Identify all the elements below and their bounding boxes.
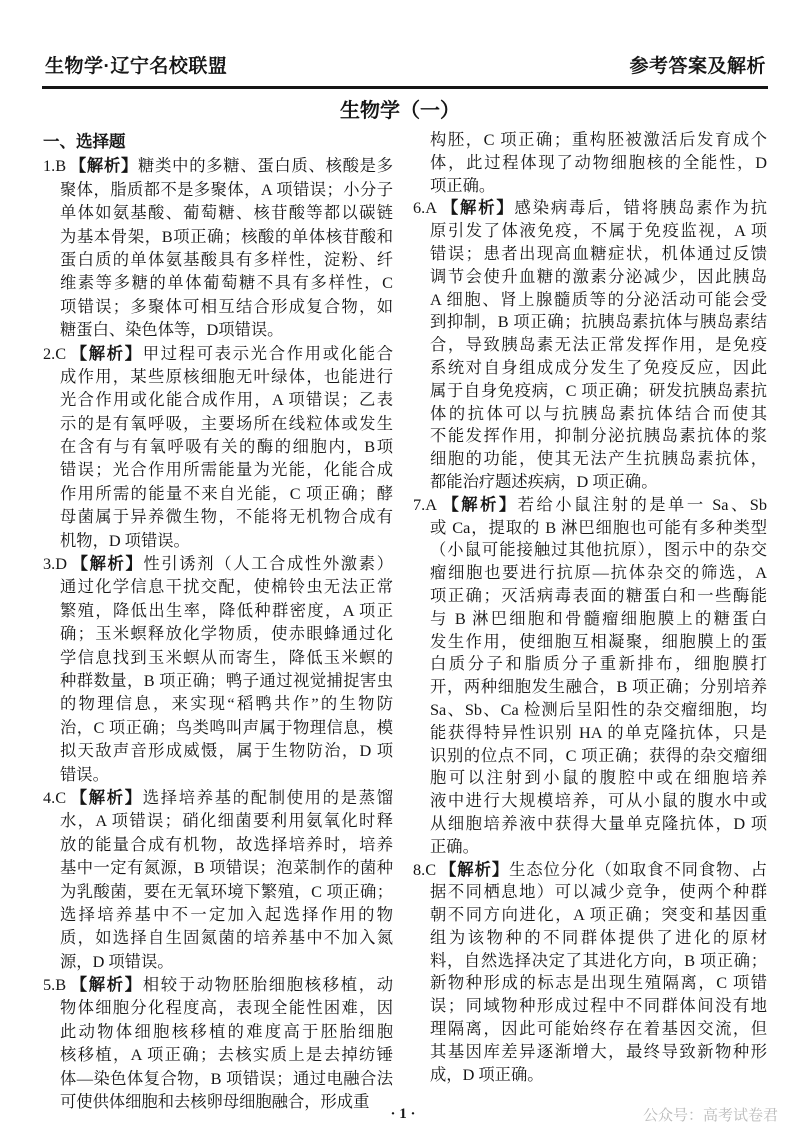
answer-line: 的物理信息，来实现“稻鸭共作”的生物防	[60, 694, 393, 714]
answer-line: 不能发挥作用，抑制分泌抗胰岛素抗体的浆	[430, 426, 767, 446]
answer-line: 原引发了体液免疫，不属于免疫监视，A 项	[430, 221, 767, 241]
answer-item	[43, 786, 393, 973]
answer-line: 料，自然选择决定了其进化方向，B 项正确；	[430, 950, 767, 970]
answer-line: 糖蛋白、染色体等，D项错误。	[60, 320, 284, 340]
answer-line: 项正确。	[430, 175, 496, 195]
answer-line: 新物种形成的标志是出现生殖隔离，C 项错	[430, 973, 767, 993]
answer-key: 5.B	[43, 975, 67, 995]
answer-key: 6.A	[413, 198, 437, 218]
answer-line: 单体如氨基酸、葡萄糖、核苷酸等都以碳链	[60, 203, 393, 223]
answer-line: 体的抗体可以与抗胰岛素抗体结合而使其	[430, 403, 767, 423]
answer-line: 聚体，脂质都不是多聚体，A 项错误；小分子	[60, 179, 393, 199]
answer-line: 白质分子和脂质分子重新排布，细胞膜打	[430, 654, 767, 674]
answer-item	[43, 552, 393, 786]
analysis-label: 【解析】	[439, 860, 510, 879]
header-rule	[42, 86, 768, 89]
answer-line: 拟天敌声音形成威慑，属于生物防治，D 项	[60, 741, 393, 761]
answer-line: 项错误；多聚体可相互结合形成复合物，如	[60, 296, 393, 316]
answer-line: 错误。	[60, 764, 109, 784]
answer-line: 作用所需的能量不来自光能，C 项正确；酵	[60, 483, 393, 503]
answer-line	[43, 552, 393, 575]
answer-line	[43, 786, 393, 809]
answer-item	[43, 973, 393, 1113]
answer-line: 核移植，A 项正确；去核实质上是去掉纺锤	[60, 1045, 393, 1065]
answer-item	[413, 197, 767, 493]
answer-line: 物体细胞分化程度高，表现全能性困难，因	[60, 998, 393, 1018]
section-heading: 一、选择题	[43, 133, 126, 151]
answer-line: 错误；患者出现高血糖症状，机体通过反馈	[430, 243, 767, 263]
header-subject: 生物学·辽宁名校联盟	[45, 56, 228, 77]
answer-item	[413, 859, 767, 1087]
answer-line: 水，A 项错误；硝化细菌要利用氨氧化时释	[60, 811, 393, 831]
answer-line: 成，D 项正确。	[430, 1064, 544, 1084]
answer-line: 据不同栖息地）可以减少竞争，使两个种群	[430, 882, 767, 902]
answer-line: 项正确；灭活病毒表面的糖蛋白和一些酶能	[430, 585, 767, 605]
answer-line: 构胚，C 项正确；重构胚被激活后发育成个	[430, 130, 767, 149]
answer-line: 成作用，某些原核细胞无叶绿体，也能进行	[60, 366, 393, 386]
answer-line: 源，D 项错误。	[60, 951, 174, 971]
answer-line: 治，C 项正确；鸟类鸣叫声属于物理信息，模	[60, 717, 393, 737]
watermark: 公众号：高考试卷君	[643, 1107, 779, 1124]
left-column	[43, 131, 393, 1113]
answer-text: 性引诱剂（人工合成性外激素）	[143, 554, 393, 574]
right-column	[413, 129, 767, 1086]
answer-text: 感染病毒后，错将胰岛素作为抗	[514, 198, 767, 218]
answer-line: 体，此过程体现了动物细胞核的全能性，D	[430, 152, 767, 172]
answer-line: 开，两种细胞发生融合，B 项正确；分别培养	[430, 677, 767, 697]
answer-line: 基中一定有氮源，B 项错误；泡菜制作的菌种	[60, 858, 393, 878]
answer-line: 胞可以注射到小鼠的腹腔中或在细胞培养	[430, 768, 767, 788]
answer-line: 机物，D 项错误。	[60, 530, 190, 550]
answer-text: 生态位分化（如取食不同食物、占	[509, 859, 767, 879]
answer-line: 维素等多糖的单体葡萄糖不具有多样性，C	[60, 273, 393, 293]
answer-item	[413, 494, 767, 859]
answer-line: 错误；光合作用所需能量为光能，化能合成	[60, 460, 393, 480]
answer-line: 繁殖，降低出生率，降低种群密度，A 项正	[60, 600, 393, 620]
answer-line: 合，导致胰岛素无法正常发挥作用，是免疫	[430, 335, 767, 355]
answer-text: 相较于动物胚胎细胞核移植，动	[142, 975, 393, 995]
answer-line: 为基本骨架，B项正确；核酸的单体核苷酸和	[60, 226, 393, 246]
answer-text: 甲过程可表示光合作用或化能合	[142, 343, 393, 363]
answer-line: 蛋白质的单体氨基酸具有多样性，淀粉、纤	[60, 249, 393, 269]
answer-line: 学信息找到玉米螟从而寄生，降低玉米螟的	[60, 647, 393, 667]
analysis-label: 【解析】	[69, 976, 143, 995]
answer-text: 选择培养基的配制使用的是蒸馏	[142, 787, 393, 807]
answer-line: 选择培养基中不一定加入起选择作用的物	[60, 904, 393, 924]
answer-text: 糖类中的多糖、蛋白质、核酸是多	[138, 156, 393, 176]
answer-line	[43, 342, 393, 365]
answer-key: 2.C	[43, 343, 67, 363]
answer-line: 其基因库差异逐渐增大，最终导致新物种形	[430, 1041, 767, 1061]
answer-key: 3.D	[43, 554, 67, 574]
answer-line: 调节会使升血糖的激素分泌减少，因此胰岛	[430, 266, 767, 286]
answer-line: 瘤细胞也要进行抗原—抗体杂交的筛选，A	[430, 563, 767, 583]
answer-line: 此动物体细胞核移植的难度高于胚胎细胞	[60, 1021, 393, 1041]
answer-line: 都能治疗题述疾病，D 项正确。	[430, 471, 658, 491]
answer-line: 正确。	[430, 836, 479, 856]
answer-line: 从细胞培养液中获得大量单克隆抗体，D 项	[430, 813, 767, 833]
answer-key: 4.C	[43, 787, 67, 807]
analysis-label: 【解析】	[439, 495, 518, 514]
answer-line: 种群数量，B 项正确；鸭子通过视觉捕捉害虫	[60, 670, 393, 690]
answer-text: 若给小鼠注射的是单一 Sa、Sb	[517, 494, 767, 514]
answer-line: 细胞的功能，使其无法产生抗胰岛素抗体，	[430, 449, 767, 469]
answer-line: 与 B 淋巴细胞和骨髓瘤细胞膜上的糖蛋白	[430, 608, 767, 628]
answer-line: 在含有与有氧呼吸有关的酶的细胞内，B项	[60, 437, 393, 457]
answer-line	[43, 154, 393, 177]
answer-line: 系统对自身组成成分发生了免疫反应，因此	[430, 357, 767, 377]
answer-line: 液中进行大规模培养，可从小鼠的腹水中或	[430, 791, 767, 811]
answer-line: 发生作用，使细胞互相凝聚，细胞膜上的蛋	[430, 631, 767, 651]
answer-line: A 细胞、肾上腺髓质等的分泌活动可能会受	[430, 289, 767, 309]
answer-line: 可使供体细胞和去核卵母细胞融合，形成重	[60, 1092, 370, 1112]
answer-line	[413, 859, 767, 882]
answer-line: 放的能量合成有机物，故选择培养时，培养	[60, 834, 393, 854]
answer-key: 8.C	[413, 859, 437, 879]
answer-line: Sa、Sb、Ca 检测后呈阳性的杂交瘤细胞，均	[430, 699, 767, 719]
answer-line: 到抑制，B 项正确；抗胰岛素抗体与胰岛素结	[430, 312, 767, 332]
answer-line	[43, 973, 393, 996]
answer-line: 体—染色体复合物，B 项错误；通过电融合法	[60, 1068, 393, 1088]
answer-line: 为乳酸菌，要在无氧环境下繁殖，C 项正确；	[60, 881, 393, 901]
answer-line: 母菌属于异养微生物，不能将无机物合成有	[60, 507, 393, 527]
answer-line: 理隔离，因此可能始终存在着基因交流，但	[430, 1019, 767, 1039]
answer-item-continued	[413, 129, 767, 197]
answer-line: 或 Ca，提取的 B 淋巴细胞也可能有多种类型	[430, 517, 767, 537]
answer-line: 通过化学信息干扰交配，使棉铃虫无法正常	[60, 577, 393, 597]
answer-key: 1.B	[43, 156, 67, 176]
answer-item	[43, 154, 393, 341]
answer-line: 误；同域物种形成过程中不同群体间没有地	[430, 996, 767, 1016]
page-number: · 1 ·	[390, 1106, 416, 1122]
analysis-label: 【解析】	[69, 788, 143, 807]
page-title: 生物学（一）	[340, 100, 460, 122]
answer-item	[43, 342, 393, 553]
answer-line: 属于自身免疫病，C 项正确；研发抗胰岛素抗	[430, 380, 767, 400]
answer-line: 光合作用或化能合成作用，A 项错误；乙表	[60, 390, 393, 410]
analysis-label: 【解析】	[439, 199, 515, 218]
answer-line: 能获得特异性识别 HA 的单克隆抗体，只是	[430, 722, 767, 742]
answer-line	[413, 494, 767, 517]
header-doc-type: 参考答案及解析	[629, 56, 766, 77]
analysis-label: 【解析】	[69, 344, 143, 363]
answer-line: （小鼠可能接触过其他抗原），图示中的杂交	[430, 540, 767, 560]
answer-line: 质，如选择自生固氮菌的培养基中不加入氮	[60, 928, 393, 948]
analysis-label: 【解析】	[69, 157, 139, 176]
answer-line: 识别的位点不同，C 项正确；获得的杂交瘤细	[430, 745, 767, 765]
answer-line: 确；玉米螟释放化学物质，使赤眼蜂通过化	[60, 624, 393, 644]
answer-key: 7.A	[413, 494, 437, 514]
answer-line: 示的是有氧呼吸，主要场所在线粒体或发生	[60, 413, 393, 433]
answer-line: 朝不同方向进化，A 项正确；突变和基因重	[430, 905, 767, 925]
analysis-label: 【解析】	[69, 555, 144, 574]
answer-line	[413, 197, 767, 220]
answer-line: 组为该物种的不同群体提供了进化的原材	[430, 927, 767, 947]
